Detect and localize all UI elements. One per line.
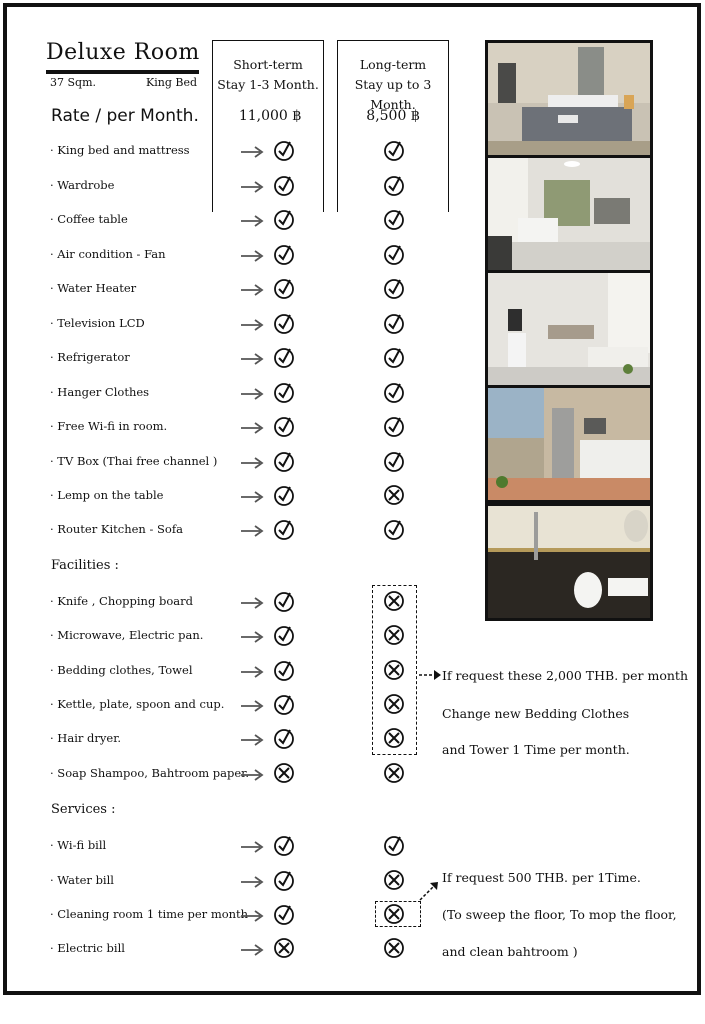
arrow-right-icon (240, 317, 266, 331)
room-overview-photo (485, 270, 653, 388)
arrow-right-icon (240, 767, 266, 781)
services-note-line-1: If request 500 THB. per 1Time. (442, 870, 641, 885)
bed-type: King Bed (146, 76, 197, 89)
facilities-note-arrow (418, 668, 442, 682)
facility-row-label: · Hair dryer. (50, 731, 122, 745)
title-underline (46, 70, 199, 74)
facilities-note-line-1: If request these 2,000 THB. per month (442, 668, 689, 683)
short-term-check-icon (273, 450, 295, 472)
facilities-heading: Facilities : (51, 558, 119, 573)
arrow-right-icon (240, 664, 266, 678)
arrow-right-icon (240, 698, 266, 712)
long-term-title: Long-term (359, 57, 427, 72)
long-term-check-icon (383, 312, 405, 334)
short-term-title: Short-term (233, 57, 303, 72)
facility-row-label: · Soap Shampoo, Bahtroom paper. (50, 766, 250, 780)
arrow-right-icon (240, 213, 266, 227)
long-term-check-icon (383, 208, 405, 230)
arrow-right-icon (240, 629, 266, 643)
long-term-cross-icon (383, 937, 405, 959)
room-title: Deluxe Room (46, 40, 200, 65)
long-term-check-icon (383, 834, 405, 856)
arrow-right-icon (240, 351, 266, 365)
arrow-right-icon (240, 523, 266, 537)
short-term-check-icon (273, 624, 295, 646)
long-term-check-icon (383, 346, 405, 368)
short-term-check-icon (273, 243, 295, 265)
services-note-line-2: (To sweep the floor, To mop the floor, (442, 907, 677, 922)
short-term-check-icon (273, 139, 295, 161)
arrow-right-icon (240, 420, 266, 434)
short-term-check-icon (273, 693, 295, 715)
short-term-cross-icon (273, 937, 295, 959)
facility-row-label: · Microwave, Electric pan. (50, 628, 204, 642)
long-term-cross-icon (383, 484, 405, 506)
short-term-check-icon (273, 869, 295, 891)
room-item-row-label: · King bed and mattress (50, 143, 190, 157)
long-term-check-icon (383, 277, 405, 299)
rate-label: Rate / per Month. (51, 106, 199, 126)
long-term-subtitle: Stay up to 3 Month. (354, 77, 432, 112)
room-item-row-label: · Television LCD (50, 316, 145, 330)
long-term-check-icon (383, 450, 405, 472)
arrow-right-icon (240, 248, 266, 262)
room-item-row-label: · TV Box (Thai free channel ) (50, 454, 218, 468)
bathroom-photo (485, 503, 653, 621)
service-row-label: · Water bill (50, 873, 114, 887)
short-term-check-icon (273, 174, 295, 196)
room-item-row-label: · Refrigerator (50, 350, 130, 364)
arrow-right-icon (240, 942, 266, 956)
short-term-subtitle: Stay 1-3 Month. (217, 77, 319, 92)
short-term-check-icon (273, 834, 295, 856)
room-item-row-label: · Lemp on the table (50, 488, 164, 502)
facility-row-label: · Kettle, plate, spoon and cup. (50, 697, 225, 711)
short-term-check-icon (273, 312, 295, 334)
arrow-right-icon (240, 732, 266, 746)
long-term-check-icon (383, 415, 405, 437)
short-term-check-icon (273, 208, 295, 230)
arrow-right-icon (240, 908, 266, 922)
arrow-right-icon (240, 839, 266, 853)
arrow-right-icon (240, 874, 266, 888)
long-term-check-icon (383, 243, 405, 265)
room-size: 37 Sqm. (50, 76, 96, 89)
short-term-rate: 11,000 ฿ (238, 108, 302, 124)
long-term-cross-icon (383, 762, 405, 784)
bedroom-photo (485, 40, 653, 158)
short-term-column-header (212, 40, 324, 212)
short-term-check-icon (273, 484, 295, 506)
kitchen-photo (485, 385, 653, 503)
cleaning-dashed-box (375, 901, 421, 927)
service-row-label: · Electric bill (50, 941, 125, 955)
short-term-check-icon (273, 346, 295, 368)
room-item-row-label: · Wardrobe (50, 178, 115, 192)
long-term-cross-icon (383, 869, 405, 891)
arrow-right-icon (240, 455, 266, 469)
arrow-right-icon (240, 595, 266, 609)
long-term-check-icon (383, 518, 405, 540)
short-term-check-icon (273, 590, 295, 612)
arrow-right-icon (240, 179, 266, 193)
service-row-label: · Cleaning room 1 time per month (50, 907, 249, 921)
short-term-check-icon (273, 727, 295, 749)
short-term-check-icon (273, 381, 295, 403)
facility-row-label: · Bedding clothes, Towel (50, 663, 193, 677)
short-term-check-icon (273, 277, 295, 299)
room-item-row-label: · Coffee table (50, 212, 128, 226)
long-term-check-icon (383, 381, 405, 403)
facilities-dashed-box (372, 585, 417, 755)
room-item-row-label: · Water Heater (50, 281, 137, 295)
room-item-row-label: · Free Wi-fi in room. (50, 419, 168, 433)
long-term-rate: 8,500 ฿ (366, 108, 420, 124)
short-term-check-icon (273, 518, 295, 540)
short-term-cross-icon (273, 762, 295, 784)
arrow-right-icon (240, 144, 266, 158)
services-heading: Services : (51, 802, 116, 817)
arrow-right-icon (240, 489, 266, 503)
long-term-check-icon (383, 174, 405, 196)
facilities-note-line-3: and Tower 1 Time per month. (442, 742, 630, 757)
services-note-arrow (418, 880, 440, 902)
short-term-check-icon (273, 903, 295, 925)
living-room-photo (485, 155, 653, 273)
room-item-row-label: · Router Kitchen - Sofa (50, 522, 183, 536)
arrow-right-icon (240, 282, 266, 296)
room-item-row-label: · Hanger Clothes (50, 385, 150, 399)
short-term-check-icon (273, 659, 295, 681)
long-term-check-icon (383, 139, 405, 161)
facilities-note-line-2: Change new Bedding Clothes (442, 706, 630, 721)
arrow-right-icon (240, 386, 266, 400)
room-item-row-label: · Air condition - Fan (50, 247, 166, 261)
short-term-check-icon (273, 415, 295, 437)
facility-row-label: · Knife , Chopping board (50, 594, 193, 608)
services-note-line-3: and clean bahtroom ) (442, 944, 578, 959)
service-row-label: · Wi-fi bill (50, 838, 107, 852)
